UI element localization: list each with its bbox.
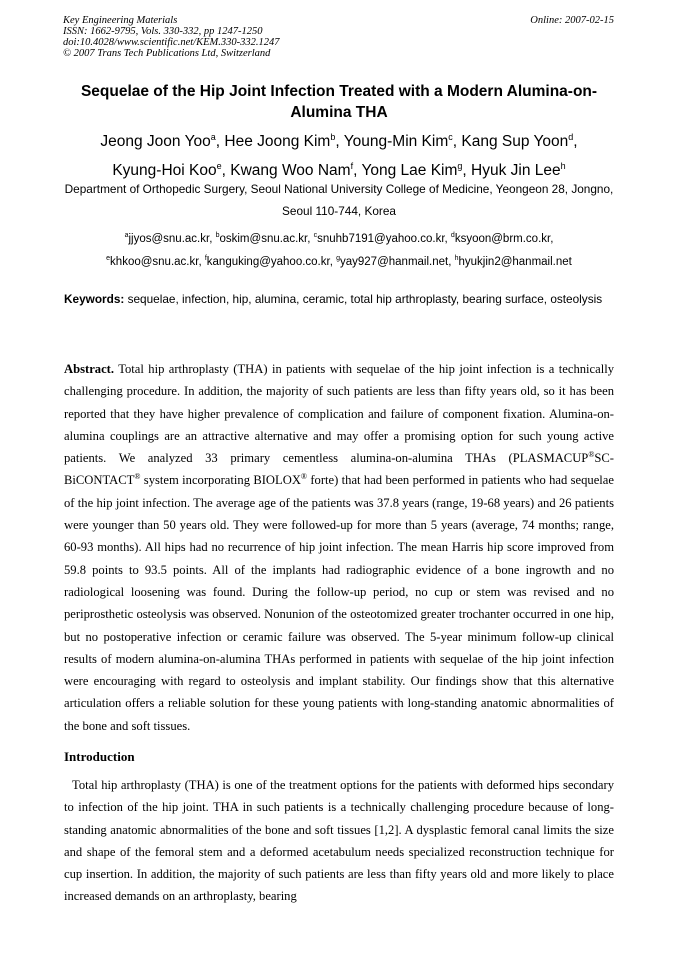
- author: Young-Min Kim$^c$: [343, 132, 453, 151]
- introduction-text: Total hip arthroplasty (THA) is one of the treatment options for the patients with deformed hips secondary to infection of the hip joint. THA in such patients is a technically challenging procedure because of long-standing anatomic abnormalities of the bone and soft tissues [1,2]. A dysplastic femoral canal limits the size and shape of the femoral stem and a deformed acetabulum needs specialized reconstruction technique for cup insertion. In addition, the majority of such patients are less than fifty years old and more likely to place increased demands on an arthroplasty, bearing: [64, 778, 614, 904]
- email: $^d$ksyoon@brm.co.kr: [450, 232, 551, 245]
- introduction-heading: Introduction: [64, 749, 135, 764]
- keywords: [64, 289, 614, 309]
- email-list: $^a$jjyos@snu.ac.kr, $^b$oskim@snu.ac.kr, $^c$snuhb7191@yahoo.co.kr, $^d$ksyoon@brm.co.kr, $^e$khkoo@snu.ac.kr, $^f$kanguking@yahoo.co.kr, $^g$yay927@hanmail.net, $^h$hyukjin2@hanmail.net: [106, 232, 572, 268]
- author: Yong Lae Kim$^g$: [361, 161, 463, 180]
- paper-title: Sequelae of the Hip Joint Infection Treated with a Modern Alumina-on-Alumina THA: [80, 83, 598, 121]
- journal-name: Key Engineering Materials: [63, 15, 178, 26]
- online-date: Online: 2007-02-15: [530, 15, 614, 26]
- copyright-line: © 2007 Trans Tech Publications Ltd, Switzerland: [63, 48, 271, 59]
- doi-line: doi:10.4028/www.scientific.net/KEM.330-332.1247: [63, 37, 280, 48]
- email: $^c$snuhb7191@yahoo.co.kr: [313, 232, 445, 245]
- email: $^b$oskim@snu.ac.kr: [215, 232, 308, 245]
- abstract: Abstract. Total hip arthroplasty (THA) in patients with sequelae of the hip joint infection is a technically challenging procedure. In addition, the majority of such patients are less than fifty years old, so it has been reported that they have higher prevalence of complication and failure of component fixation. Alumina-on-alumina couplings are an attractive alternative and may offer a promising option for such young active patients. We analyzed 33 primary cementless alumina-on-alumina THAs (PLASMACUP®SC-BiCONTACT® system incorporating BIOLOX® forte) that had been performed in patients who had sequelae of the hip joint infection. The average age of the patients was 37.8 years (range, 19-68 years) and 26 patients were younger than 50 years old. They were followed-up for more than 5 years (average, 74 months; range, 60-93 months). All hips had no recurrence of hip joint infection. The mean Harris hip score improved from 59.8 points to 93.5 points. All of the implants had radiographic evidence of a bone ingrowth and no radiological loosening was found. During the follow-up period, no cup or stem was revised and no periprosthetic osteolysis was observed. Nonunion of the osteotomized greater trochanter occurred in one hip, but no postoperative infection or ceramic failure was observed. The 5-year minimum follow-up clinical results of modern alumina-on-alumina THAs performed in patients with sequelae of the hip joint infection were encouraging with regard to osteolysis and implant stability. Our findings show that this alternative articulation offers a reliable solution for these young patients with long-standing anatomic abnormalities of the bone and soft tissues.: [64, 362, 615, 733]
- author: Kyung-Hoi Koo$^e$: [112, 161, 222, 180]
- affiliation: Department of Orthopedic Surgery, Seoul National University College of Medicine, Yeongeon 28, Jongno, Seoul 110-744, Korea: [64, 182, 614, 218]
- keywords-label: Keywords:: [64, 292, 125, 306]
- author: Kang Sup Yoon$^d$: [461, 132, 574, 151]
- author: Kwang Woo Nam$^f$: [230, 161, 354, 180]
- author: Hyuk Jin Lee$^h$: [471, 161, 566, 180]
- author: Hee Joong Kim$^b$: [224, 132, 336, 151]
- abstract-label: Abstract.: [64, 362, 115, 376]
- email: $^h$hyukjin2@hanmail.net: [454, 254, 572, 268]
- keywords-text: sequelae, infection, hip, alumina, ceramic, total hip arthroplasty, bearing surface, osteolysis: [127, 292, 603, 306]
- author-list: Jeong Joon Yoo$^a$, Hee Joong Kim$^b$, Young-Min Kim$^c$, Kang Sup Yoon$^d$, Kyung-Hoi Koo$^e$, Kwang Woo Nam$^f$, Yong Lae Kim$^g$, Hyuk Jin Lee$^h$: [100, 132, 578, 180]
- journal-metadata: [63, 15, 280, 59]
- email: $^f$kanguking@yahoo.co.kr: [204, 254, 330, 268]
- issn-line: ISSN: 1662-9795, Vols. 330-332, pp 1247-1250: [63, 26, 263, 37]
- email: $^a$jjyos@snu.ac.kr: [124, 232, 210, 245]
- email: $^e$khkoo@snu.ac.kr: [106, 254, 199, 268]
- author: Jeong Joon Yoo$^a$: [100, 132, 216, 151]
- email: $^g$yay927@hanmail.net: [336, 254, 449, 268]
